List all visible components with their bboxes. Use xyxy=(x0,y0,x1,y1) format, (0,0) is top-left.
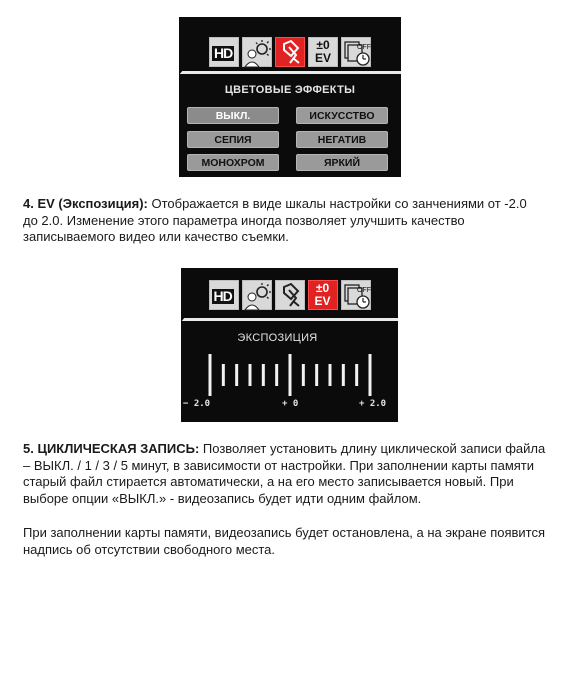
scale-mid-label: + 0 xyxy=(282,399,299,409)
menu-divider xyxy=(182,318,398,321)
menu-title: ЭКСПОЗИЦИЯ xyxy=(237,332,318,344)
section-5-heading: 5. ЦИКЛИЧЕСКАЯ ЗАПИСЬ: xyxy=(23,441,200,456)
timer-off-icon[interactable] xyxy=(341,37,371,67)
hd-icon[interactable]: HD xyxy=(209,280,239,310)
exposure-icon[interactable]: ±0 EV xyxy=(308,37,338,67)
white-balance-icon[interactable] xyxy=(242,37,272,67)
menu-title: ЦВЕТОВЫЕ ЭФФЕКТЫ xyxy=(224,84,356,96)
section-5-paragraph xyxy=(23,441,555,508)
color-effects-icon[interactable] xyxy=(275,280,305,310)
exposure-scale[interactable] xyxy=(205,352,375,398)
svg-text:OFF: OFF xyxy=(356,287,371,294)
white-balance-icon[interactable] xyxy=(242,280,272,310)
scale-max-label: + 2.0 xyxy=(359,399,387,409)
hd-icon[interactable]: HD xyxy=(209,37,239,67)
svg-text:OFF: OFF xyxy=(357,44,371,51)
section-4-heading: 4. EV (Экспозиция): xyxy=(23,196,148,211)
color-effects-screen xyxy=(179,17,401,177)
option-bright[interactable]: ЯРКИЙ xyxy=(296,154,388,171)
option-negative[interactable]: НЕГАТИВ xyxy=(296,131,388,148)
color-effects-icon[interactable] xyxy=(275,37,305,67)
scale-min-label: − 2.0 xyxy=(183,399,211,409)
menu-icon-bar xyxy=(181,280,398,310)
exposure-icon[interactable]: ±0 EV xyxy=(308,280,338,310)
option-sepia[interactable]: СЕПИЯ xyxy=(187,131,279,148)
timer-off-icon[interactable] xyxy=(341,280,371,310)
exposure-screen xyxy=(181,268,398,422)
menu-icon-bar xyxy=(179,37,401,67)
option-monochrome[interactable]: МОНОХРОМ xyxy=(187,154,279,171)
section-5-text: Позволяет установить длину циклической записи файла – ВЫКЛ. / 1 / 3 / 5 минут, в зависимости от настройки. При заполнении карты памяти старый файл стирается автоматически, а на его место записывается новый. При выборе опции «ВЫКЛ.» - видеозапись будет идти одним файлом. xyxy=(23,441,546,507)
menu-divider xyxy=(180,71,401,74)
option-art[interactable]: ИСКУССТВО xyxy=(296,107,388,124)
section-4-text: Отображается в виде шкалы настройки со занчениями от -2.0 до 2.0. Изменение этого параметра иногда позволяет улучшить качество записываемого видео или качество съемки. xyxy=(23,196,527,245)
section-5-note: При заполнении карты памяти, видеозапись будет остановлена, а на экране появится надпись об отсутствии свободного места. xyxy=(23,525,546,557)
section-4-paragraph xyxy=(23,196,543,246)
option-off[interactable]: ВЫКЛ. xyxy=(187,107,279,124)
